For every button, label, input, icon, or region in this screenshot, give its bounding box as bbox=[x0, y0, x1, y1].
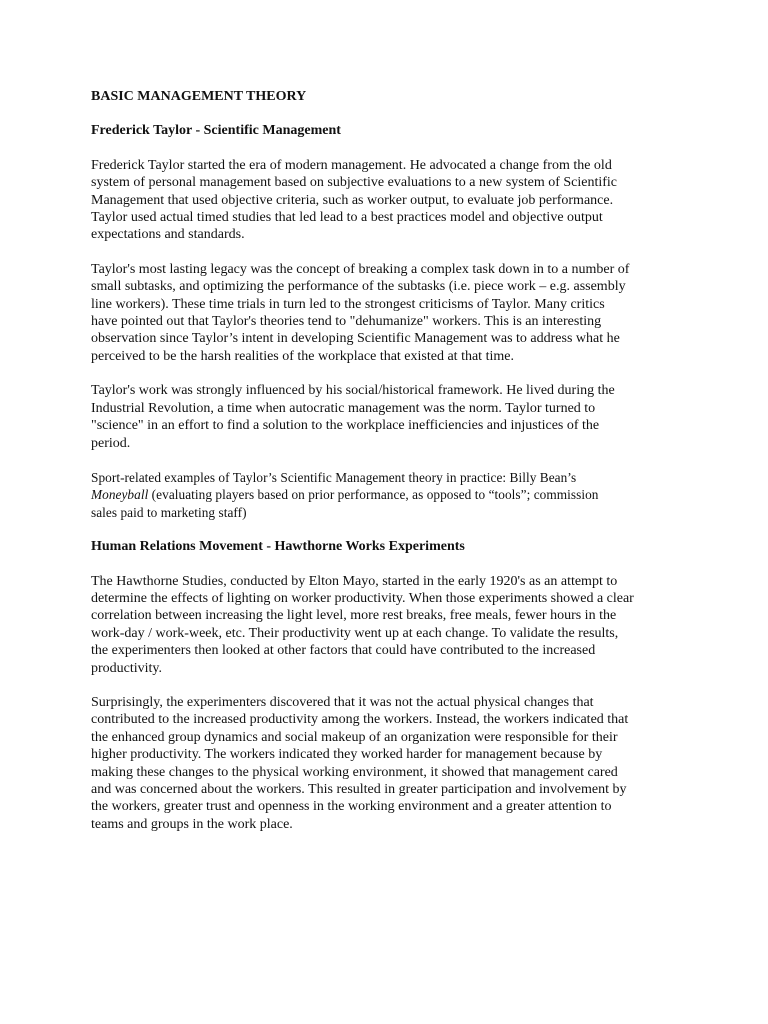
text-line: observation since Taylor’s intent in developing Scientific Management was to address what he bbox=[91, 331, 620, 347]
text-line: productivity. bbox=[91, 660, 163, 676]
text-line: line workers). These time trials in turn led to the strongest criticisms of Taylor. Many critics bbox=[91, 296, 605, 312]
text-line: Frederick Taylor started the era of modern management. He advocated a change from the old bbox=[91, 157, 612, 173]
text-line: work-day / work-week, etc. Their productivity went up at each change. To validate the results, bbox=[91, 625, 619, 641]
text-line: determine the effects of lighting on worker productivity. When those experiments showed a clear bbox=[91, 590, 634, 606]
text-line: Industrial Revolution, a time when autocratic management was the norm. Taylor turned to bbox=[91, 400, 596, 416]
text-line bbox=[91, 486, 691, 503]
text-line: have pointed out that Taylor's theories tend to "dehumanize" workers. This is an interesting bbox=[91, 314, 602, 330]
text-line: the workers, greater trust and openness in the working environment and a greater attention to bbox=[91, 799, 612, 815]
paragraph-taylor-legacy bbox=[91, 261, 691, 365]
paragraph-hawthorne-findings bbox=[91, 694, 691, 833]
text-line: "science" in an effort to find a solution to the workplace inefficiencies and injustices of the bbox=[91, 418, 600, 434]
paragraph-sport-examples bbox=[91, 469, 691, 521]
text-line: Surprisingly, the experimenters discovered that it was not the actual physical changes that bbox=[91, 694, 594, 710]
paragraph-taylor-context bbox=[91, 382, 691, 452]
section-heading-hawthorne: Human Relations Movement - Hawthorne Works Experiments bbox=[91, 539, 465, 555]
section-heading-taylor: Frederick Taylor - Scientific Management bbox=[91, 123, 341, 139]
paragraph-taylor-intro bbox=[91, 157, 691, 244]
paragraph-hawthorne-studies bbox=[91, 573, 691, 677]
book-title-moneyball: Moneyball bbox=[91, 487, 149, 503]
text-line: making these changes to the physical working environment, it showed that management cared bbox=[91, 764, 618, 780]
text-line: and was concerned about the workers. This resulted in greater participation and involvement by bbox=[91, 782, 627, 797]
text-line: contributed to the increased productivity among the workers. Instead, the workers indicated that bbox=[91, 712, 629, 728]
text-line: correlation between increasing the light level, more rest breaks, free meals, fewer hours in the bbox=[91, 608, 617, 624]
text-line: The Hawthorne Studies, conducted by Elton Mayo, started in the early 1920's as an attempt to bbox=[91, 573, 618, 589]
text-line: Taylor's most lasting legacy was the concept of breaking a complex task down in to a number of bbox=[91, 261, 630, 277]
text-line: Management that used objective criteria, such as worker output, to evaluate job performance. bbox=[91, 192, 614, 208]
text-line: small subtasks, and optimizing the performance of the subtasks (i.e. piece work – e.g. assembly bbox=[91, 279, 626, 295]
document-page bbox=[91, 88, 691, 850]
text-line: period. bbox=[91, 435, 131, 451]
document-title: BASIC MANAGEMENT THEORY bbox=[91, 89, 307, 104]
text-line: higher productivity. The workers indicated they worked harder for management because by bbox=[91, 747, 603, 763]
text-line: system of personal management based on subjective evaluations to a new system of Scientific bbox=[91, 175, 618, 191]
text-line: Sport-related examples of Taylor’s Scientific Management theory in practice: Billy Bean’s bbox=[91, 469, 577, 485]
text-line: teams and groups in the work place. bbox=[91, 816, 293, 832]
text-line: Taylor's work was strongly influenced by his social/historical framework. He lived during the bbox=[91, 383, 615, 399]
text-line: the enhanced group dynamics and social makeup of an organization were responsible for their bbox=[91, 729, 618, 745]
text-line: perceived to be the harsh realities of the workplace that existed at that time. bbox=[91, 348, 514, 364]
text-line: sales paid to marketing staff) bbox=[91, 504, 247, 520]
text-segment: (evaluating players based on prior performance, as opposed to “tools”; commission bbox=[148, 487, 599, 503]
text-line: the experimenters then looked at other factors that could have contributed to the increased bbox=[91, 643, 596, 659]
text-line: expectations and standards. bbox=[91, 227, 245, 243]
text-line: Taylor used actual timed studies that led lead to a best practices model and objective output bbox=[91, 210, 603, 226]
